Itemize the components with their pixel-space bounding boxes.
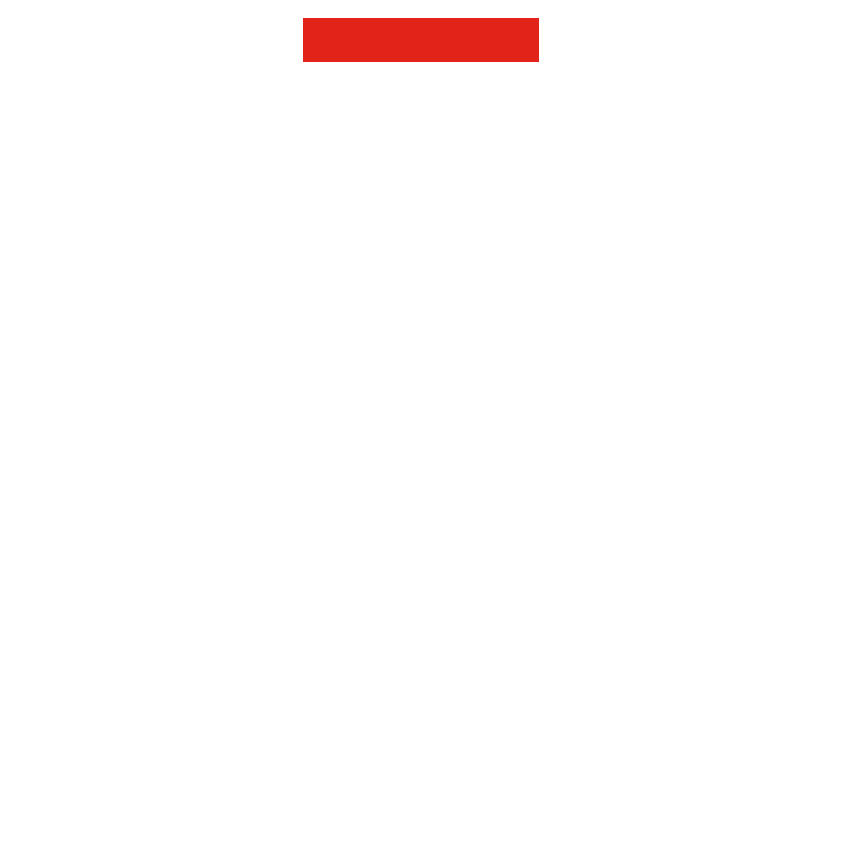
product-title	[303, 18, 539, 62]
